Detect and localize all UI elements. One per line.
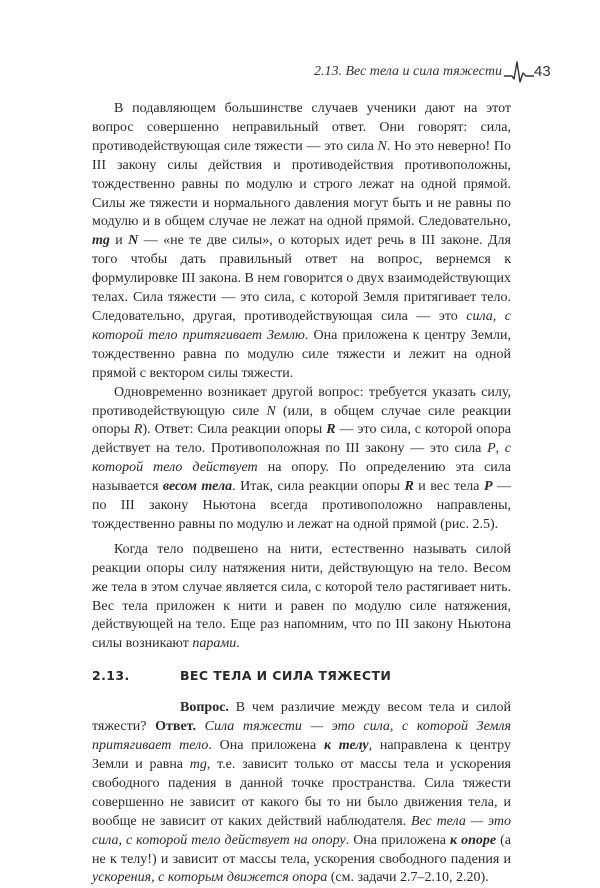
paragraph-3: Когда тело подвешено на нити, естественно называть силой реакции опоры силу натяжения нити, действующую на тело. Весом же тела в этом случае является сила, с которой тело растягивает нить. Вес тела приложен к нити и равен по модулю силе натяжения, действующей на тело. Еще раз напомним, что по III закону Ньютона силы возникают парами. bbox=[92, 541, 511, 652]
section-number: 2.13. bbox=[92, 668, 130, 684]
paragraph-2: Одновременно возникает другой вопрос: требуется указать силу, противодействующую силе N (или, в общем случае силе реакции опоры R). Ответ: Сила реакции опоры R — это сила, с которой опора действует на тело. Противоположная по III закону — это сила P, с которой тело действует на опору. По определению эта сила называется весом тела. Итак, сила реакции опоры R и вес тела P — по III закону Ньютона всегда противоположно направлены, тождественно равны по модулю и лежат на одной прямой (рис. 2.5). bbox=[92, 384, 512, 532]
page-number: 43 bbox=[534, 63, 551, 80]
section-heading bbox=[92, 667, 511, 687]
question-answer-paragraph: Вопрос. В чем различие между весом тела и силой тяжести? Ответ. Сила тяжести — это сила, с которой Земля притягивает тело. Она приложена к телу, направлена к центру Земли и равна mg, т.е. зависит только от массы тела и ускорения свободного падения в данной точке пространства. Сила тяжести совершенно не зависит от какого бы то ни было движения тела, и вообще не зависит от каких действий наблюдателя. Вес тела — это сила, с которой тело действует на опору. Она приложена к опоре (а не к телу!) и зависит от массы тела, ускорения свободного падения и ускорения, с которым движется опора (см. задачи 2.7–2.10, 2.20). bbox=[92, 700, 511, 886]
paragraph-1: В подавляющем большинстве случаев ученики дают на этот вопрос совершенно неправильный ответ. Они говорят: сила, противодействующая силе тяжести — это сила N. Но это неверно! По III закону силы действия и противодействия противоположны, тождественно равны по модулю и строго лежат на одной прямой. Силы же тяжести и нормального давления могут быть и не равны по модулю и в общем случае не лежат на одной прямой. Следовательно, mg и N — «не те две силы», о которых идет речь в III законе. Для того чтобы дать правильный ответ на вопрос, вернемся к формулировке III закона. В нем говорится о двух взаимодействующих телах. Сила тяжести — это сила, с которой Земля притягивает тело. Следовательно, другая, противодействующая сила — это сила, с которой тело притягивает Землю. Она приложена к центру Земли, тождественно равна по модулю силе тяжести и лежит на одной прямой с вектором силы тяжести. bbox=[92, 101, 512, 381]
body-text bbox=[92, 100, 511, 888]
page-header bbox=[0, 60, 600, 84]
running-title: 2.13. Вес тела и сила тяжести bbox=[313, 64, 502, 79]
question-label: Вопрос. bbox=[180, 700, 229, 716]
heartbeat-icon bbox=[504, 60, 534, 84]
answer-label: Ответ. bbox=[155, 719, 196, 735]
section-title: ВЕС ТЕЛА И СИЛА ТЯЖЕСТИ bbox=[180, 668, 392, 684]
